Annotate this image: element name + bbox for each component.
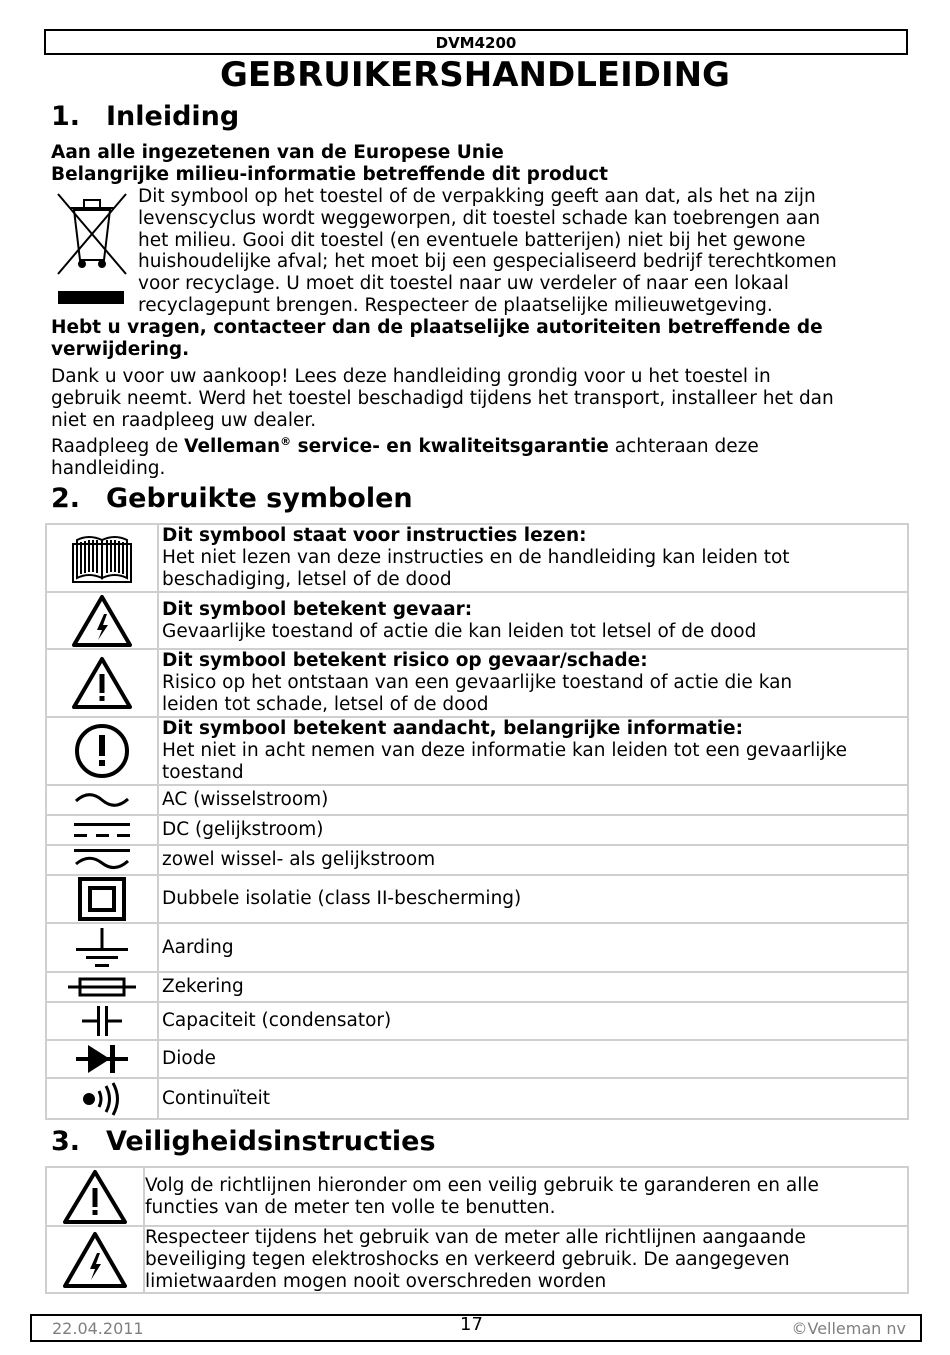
- weee-text: Dit symbool op het toestel of de verpakking geeft aan dat, als het na zijn levenscyclus wordt weggeworpen, dit toestel schade kan toebrengen aan het milieu. Gooi dit toestel (en eventuele batterijen) niet bij het gewone huishoudelijke afval; het moet bij een gespecialiseerd bedrijf terechtkomen voor recyclage. U moet dit toestel naar uw verdeler of naar een lokaal recyclagepunt brengen. Respecteer de plaatselijke milieuwetgeving.: [138, 186, 837, 316]
- weee-bin-icon: [52, 188, 132, 280]
- high-voltage-icon: [71, 594, 133, 648]
- section-heading-inleiding: 1. Inleiding: [51, 101, 240, 132]
- capacitor-icon: [80, 1004, 124, 1038]
- table-row: Dit symbool staat voor instructies lezen: Het niet lezen van deze instructies en de handleiding kan leiden tot beschadiging, letsel of de dood: [46, 524, 908, 592]
- fuse-icon: [66, 976, 138, 998]
- book-icon: [71, 532, 133, 584]
- page-title: GEBRUIKERSHANDLEIDING: [220, 55, 730, 95]
- footer-copyright: ©Velleman nv: [791, 1319, 906, 1338]
- footer-date: 22.04.2011: [52, 1319, 144, 1338]
- table-row: Aarding: [46, 923, 908, 972]
- table-row: Capaciteit (condensator): [46, 1002, 908, 1040]
- symbols-table: [45, 523, 909, 1120]
- warning-icon: [62, 1169, 128, 1225]
- questions-text: Hebt u vragen, contacteer dan de plaatselijke autoriteiten betreffende de verwijdering.: [51, 317, 823, 360]
- table-row: Diode: [46, 1040, 908, 1078]
- ac-icon: [72, 789, 132, 811]
- warning-icon: [71, 656, 133, 710]
- table-row: Dit symbool betekent gevaar: Gevaarlijke toestand of actie die kan leiden tot letsel of de dood: [46, 592, 908, 649]
- consult-line: Raadpleeg de Velleman® service- en kwaliteitsgarantie achteraan deze: [51, 435, 759, 458]
- high-voltage-icon: [62, 1231, 128, 1289]
- table-row: zowel wissel- als gelijkstroom: [46, 845, 908, 875]
- page-header: [44, 29, 908, 55]
- table-row: Dit symbool betekent risico op gevaar/schade: Risico op het ontstaan van een gevaarlijke toestand of actie die kan leiden tot schade, letsel of de dood: [46, 649, 908, 717]
- env-heading: Belangrijke milieu-informatie betreffende dit product: [51, 164, 608, 185]
- section-heading-symbolen: 2. Gebruikte symbolen: [51, 483, 413, 514]
- ac-dc-icon: [72, 847, 132, 873]
- page-footer: [30, 1314, 922, 1342]
- table-row: Respecteer tijdens het gebruik van de meter alle richtlijnen aangaande beveiliging tegen elektroshocks en verkeerd gebruik. De aangegeven limietwaarden mogen nooit overschreden worden: [46, 1226, 908, 1293]
- table-row: DC (gelijkstroom): [46, 815, 908, 845]
- safety-table: [45, 1166, 909, 1294]
- section-heading-veiligheid: 3. Veiligheidsinstructies: [51, 1126, 436, 1157]
- model-name: DVM4200: [435, 34, 517, 52]
- table-row: Volg de richtlijnen hieronder om een veilig gebruik te garanderen en alle functies van de meter ten volle te benutten.: [46, 1167, 908, 1226]
- table-row: Dubbele isolatie (class II-bescherming): [46, 875, 908, 923]
- ground-icon: [72, 926, 132, 970]
- exclamation-circle-icon: [73, 722, 131, 780]
- table-row: Continuïteit: [46, 1078, 908, 1119]
- table-row: AC (wisselstroom): [46, 785, 908, 815]
- diode-icon: [74, 1042, 130, 1076]
- continuity-icon: [81, 1081, 123, 1117]
- weee-bar: [58, 291, 124, 304]
- dc-icon: [72, 819, 132, 841]
- page-number: 17: [460, 1314, 483, 1335]
- table-row: Zekering: [46, 972, 908, 1002]
- double-insulation-icon: [78, 877, 126, 921]
- thanks-text: Dank u voor uw aankoop! Lees deze handleiding grondig voor u het toestel in gebruik neemt. Werd het toestel beschadigd tijdens het transport, installeer het dan niet en raadpleeg uw dealer. Raadpleeg de Velleman® service- en kwaliteitsgarantie achteraan deze handleiding.: [51, 366, 834, 480]
- eu-heading: Aan alle ingezetenen van de Europese Unie: [51, 142, 504, 163]
- table-row: Dit symbool betekent aandacht, belangrijke informatie: Het niet in acht nemen van deze informatie kan leiden tot een gevaarlijke toestand: [46, 717, 908, 785]
